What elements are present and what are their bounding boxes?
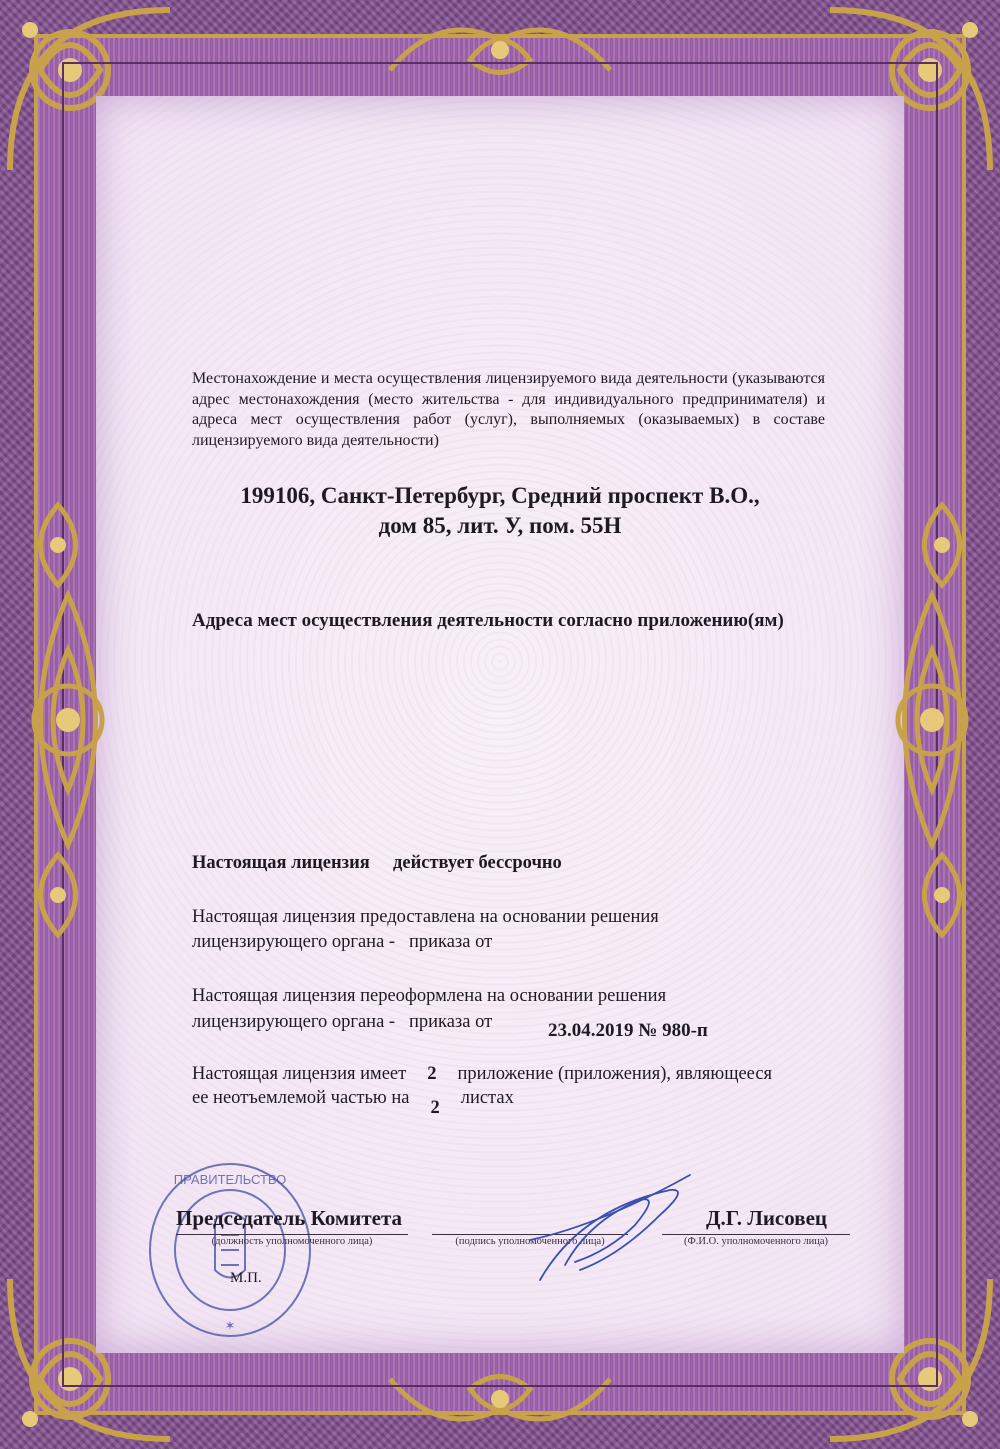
left-medallion-icon bbox=[8, 590, 128, 850]
activity-places-text: Адреса мест осуществления деятельности согласно приложению(ям) bbox=[192, 610, 784, 631]
name-caption: (Ф.И.О. уполномоченного лица) bbox=[684, 1236, 828, 1247]
appendix-prefix-1: Настоящая лицензия имеет bbox=[192, 1064, 407, 1084]
validity-value: действует бессрочно bbox=[393, 853, 562, 873]
svg-text:✶: ✶ bbox=[224, 1318, 236, 1333]
appendix-prefix-2: ее неотъемлемой частью на bbox=[192, 1088, 410, 1108]
official-seal-icon bbox=[145, 1160, 315, 1340]
seal-place-label: М.П. bbox=[230, 1270, 262, 1286]
appendix-sheets: 2 bbox=[430, 1098, 440, 1118]
left-fleuron-icon bbox=[18, 850, 98, 940]
signature-caption: (подпись уполномоченного лица) bbox=[455, 1236, 605, 1247]
left-fleuron-icon bbox=[18, 500, 98, 590]
position-caption: (должность уполномоченного лица) bbox=[211, 1236, 373, 1247]
appendix-suffix-2: листах bbox=[460, 1088, 514, 1108]
signatory-position: Председатель Комитета bbox=[176, 1206, 403, 1230]
appendix-line-2 bbox=[192, 1085, 825, 1118]
address-line-1: 199106, Санкт-Петербург, Средний проспект В.О., bbox=[240, 483, 760, 508]
svg-text:ПРАВИТЕЛЬСТВО: ПРАВИТЕЛЬСТВО bbox=[173, 1172, 287, 1187]
address-line-2: дом 85, лит. У, пом. 55Н bbox=[378, 513, 622, 538]
position-rule bbox=[176, 1234, 408, 1235]
appendix-count: 2 bbox=[427, 1064, 437, 1084]
appendix-suffix-1: приложение (приложения), являющееся bbox=[457, 1064, 773, 1084]
validity-line bbox=[192, 850, 825, 877]
granted-line-2: лицензирующего органа - приказа от bbox=[192, 932, 493, 952]
reissued-line-1: Настоящая лицензия переоформлена на основании решения bbox=[192, 986, 667, 1006]
signatory-name: Д.Г. Лисовец bbox=[706, 1206, 827, 1230]
right-medallion-icon bbox=[872, 590, 992, 850]
validity-label: Настоящая лицензия bbox=[192, 853, 370, 873]
location-heading: Местонахождение и места осуществления лицензируемого вида деятельности (указываются адрес местонахождения (место жительства - для индивидуального предпринимателя) и адреса мест осуществления работ (услуг), выполняемых (оказываемых) в составе лицензируемого вида деятельности) bbox=[192, 370, 825, 449]
right-fleuron-icon bbox=[902, 500, 982, 590]
handwritten-signature-icon bbox=[520, 1170, 700, 1290]
right-fleuron-icon bbox=[902, 850, 982, 940]
reissued-line-2: лицензирующего органа - приказа от bbox=[192, 1012, 493, 1032]
reissue-order: 23.04.2019 № 980-п bbox=[548, 1020, 708, 1041]
granted-line-1: Настоящая лицензия предоставлена на основании решения bbox=[192, 907, 659, 927]
appendix-line-1 bbox=[192, 1061, 862, 1088]
